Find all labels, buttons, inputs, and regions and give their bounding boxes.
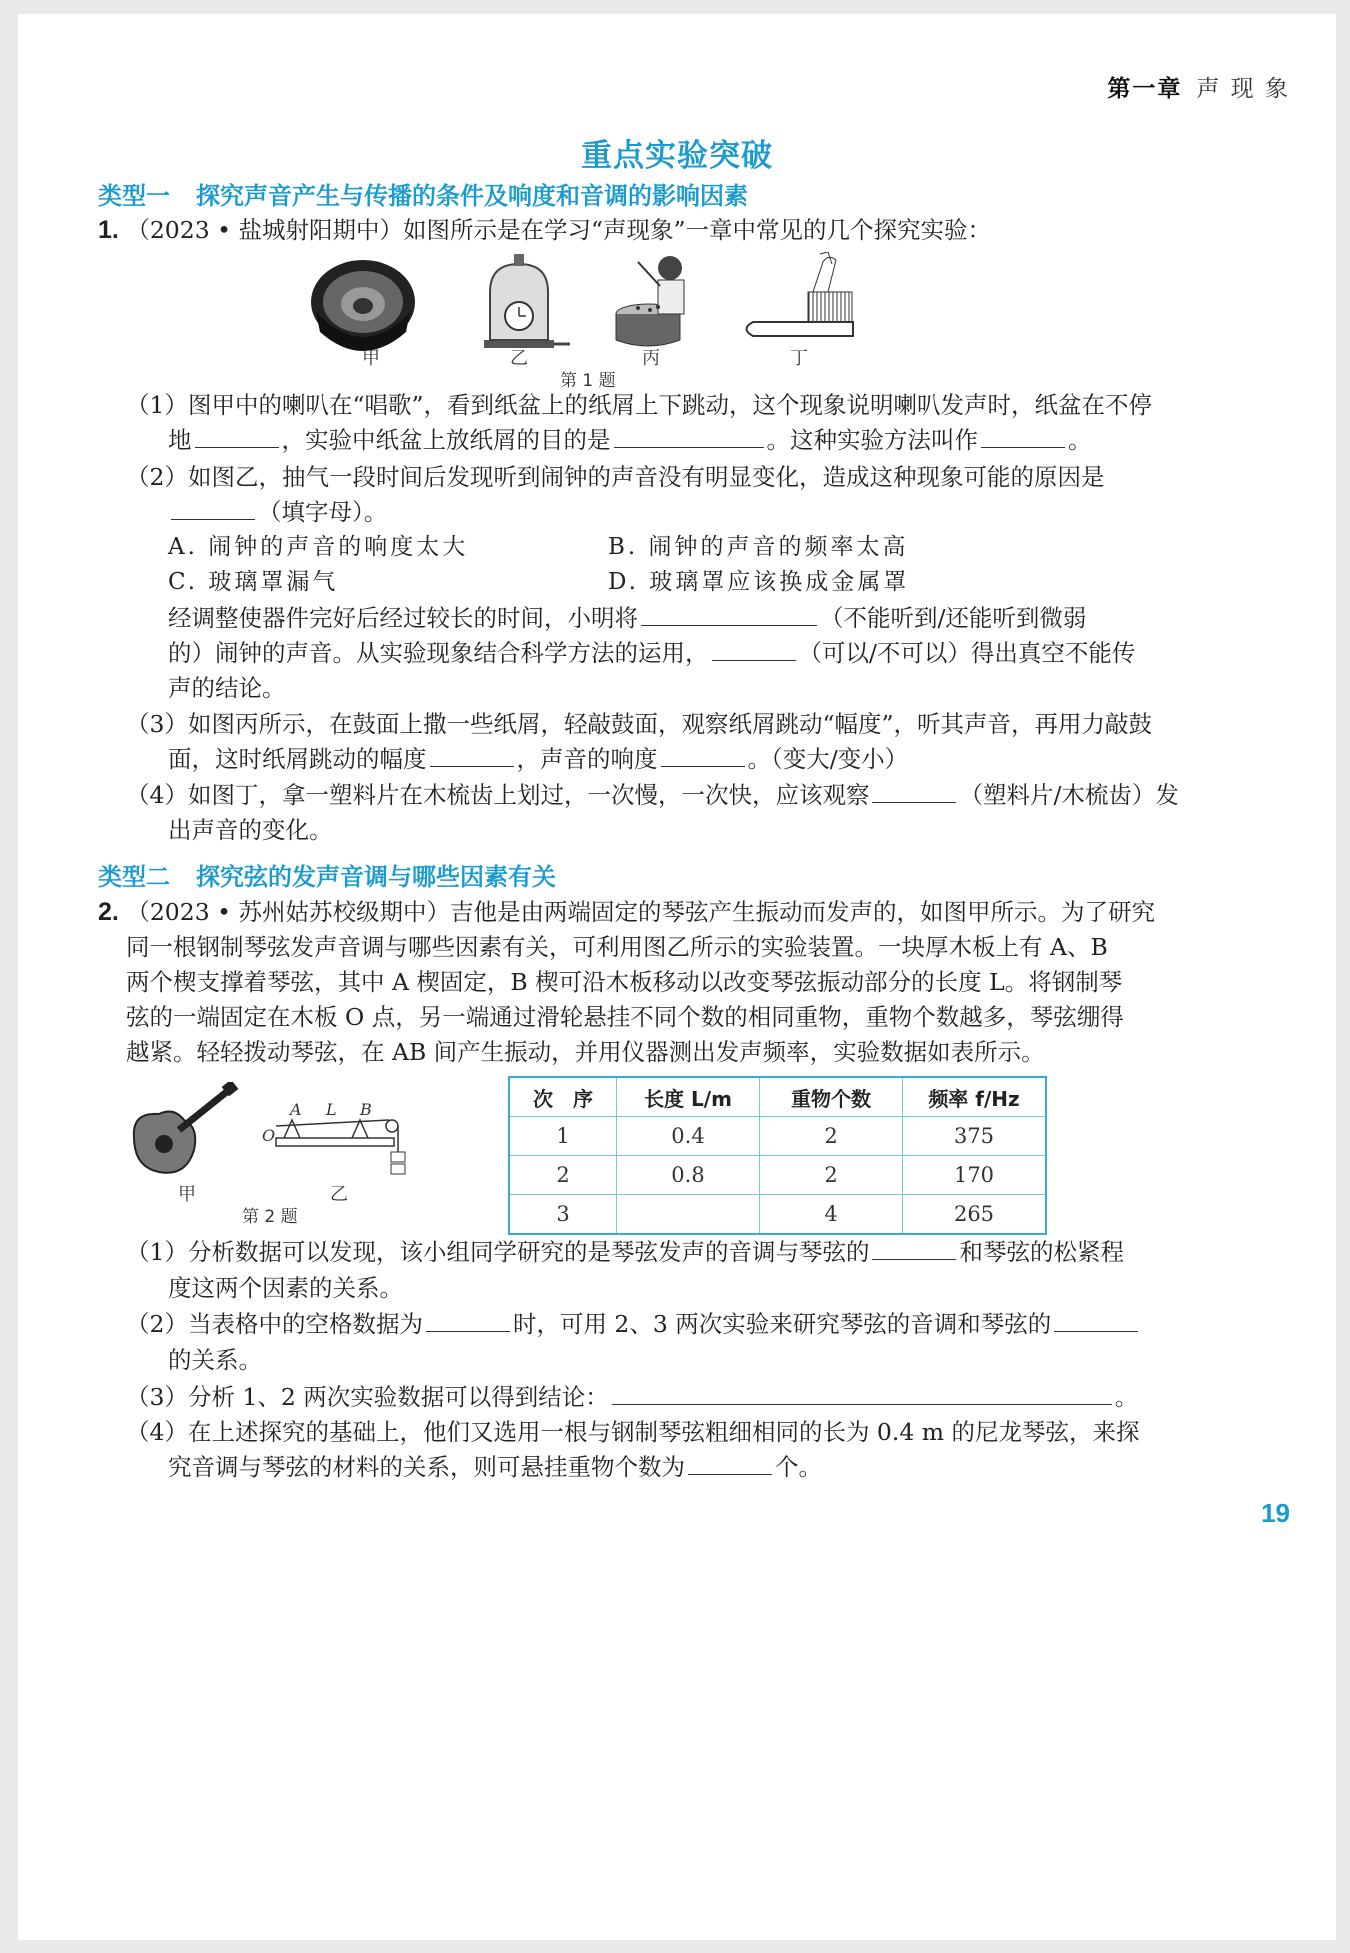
table-header: 频率 f/Hz bbox=[903, 1077, 1047, 1117]
table-cell: 0.4 bbox=[617, 1117, 760, 1156]
table-row bbox=[509, 1195, 1046, 1235]
q1-part2-line1: （2）如图乙，抽气一段时间后发现听到闹钟的声音没有明显变化，造成这种现象可能的原因是 bbox=[126, 463, 1105, 491]
q1-part4-line1: （4）如图丁，拿一塑料片在木梳齿上划过，一次慢，一次快，应该观察 （塑料片/木梳齿）发 bbox=[126, 778, 1294, 813]
q2-sub2-line2: 的关系。 bbox=[168, 1346, 262, 1374]
q1-part2-line5: 声的结论。 bbox=[168, 674, 286, 702]
answer-blank[interactable] bbox=[1054, 1307, 1138, 1332]
fig1-label-yi: 乙 bbox=[510, 348, 528, 369]
q2-sub1-line1: （1）分析数据可以发现，该小组同学研究的是琴弦发声的音调与琴弦的 和琴弦的松紧程 bbox=[126, 1235, 1294, 1270]
question-number: 2. bbox=[98, 898, 119, 926]
answer-blank[interactable] bbox=[641, 601, 817, 626]
q1-intro-text: （2023 • 盐城射阳期中）如图所示是在学习“声现象”一章中常见的几个探究实验： bbox=[126, 216, 991, 244]
string-apparatus bbox=[276, 1120, 405, 1174]
fig1-caption: 第 1 题 bbox=[560, 371, 616, 391]
type-label: 类型二 bbox=[98, 863, 170, 891]
q1-part1-line1: （1）图甲中的喇叭在“唱歌”，看到纸盆上的纸屑上下跳动，这个现象说明喇叭发声时，纸盆在不停 bbox=[126, 391, 1152, 419]
fig2-label-l: L bbox=[326, 1100, 337, 1119]
question-number: 1. bbox=[98, 216, 119, 244]
table-row bbox=[509, 1117, 1046, 1156]
q1-part2-line3: 经调整使器件完好后经过较长的时间，小明将 （不能听到/还能听到微弱 bbox=[168, 601, 1294, 636]
fig1-label-jia: 甲 bbox=[362, 348, 380, 369]
table-cell: 2 bbox=[760, 1117, 903, 1156]
table-cell: 4 bbox=[760, 1195, 903, 1235]
fig2-label-o: O bbox=[262, 1126, 276, 1145]
table-cell: 265 bbox=[903, 1195, 1047, 1235]
answer-blank[interactable] bbox=[688, 1450, 772, 1475]
q2-sub4-line2: 究音调与琴弦的材料的关系，则可悬挂重物个数为 个。 bbox=[168, 1450, 1294, 1485]
answer-blank[interactable] bbox=[171, 495, 255, 520]
q1-intro bbox=[98, 213, 1294, 248]
comb-image bbox=[747, 252, 854, 336]
speaker-image bbox=[311, 260, 415, 351]
guitar-image bbox=[134, 1082, 239, 1173]
fig2-label-jia: 甲 bbox=[178, 1184, 196, 1205]
fig2-caption: 第 2 题 bbox=[242, 1207, 298, 1227]
table-cell: 0.8 bbox=[617, 1156, 760, 1195]
q2-sub3-line1: （3）分析 1、2 两次实验数据可以得到结论： 。 bbox=[126, 1380, 1294, 1415]
q2-sub1-line2: 度这两个因素的关系。 bbox=[168, 1274, 403, 1302]
q2-sub4-line1: （4）在上述探究的基础上，他们又选用一根与钢制琴弦粗细相同的长为 0.4 m 的尼龙琴弦，来探 bbox=[126, 1418, 1140, 1446]
fig1-label-bing: 丙 bbox=[642, 348, 660, 369]
option-b: B. 闹钟的声音的频率太高 bbox=[608, 534, 909, 560]
section-type-1 bbox=[98, 176, 774, 211]
chapter-header bbox=[1107, 70, 1290, 103]
answer-blank[interactable] bbox=[612, 1380, 1112, 1405]
q1-part3-line1: （3）如图丙所示，在鼓面上撒一些纸屑，轻敲鼓面，观察纸屑跳动“幅度”，听其声音，再用力敲鼓 bbox=[126, 710, 1152, 738]
fig2-label-b: B bbox=[360, 1100, 372, 1119]
table-header: 次 序 bbox=[509, 1077, 617, 1117]
section-type-2 bbox=[98, 857, 582, 892]
table-cell: 375 bbox=[903, 1117, 1047, 1156]
drum-image bbox=[616, 256, 684, 346]
table-row bbox=[509, 1156, 1046, 1195]
q1-part2-line2: （填字母）。 bbox=[168, 495, 1294, 530]
table-cell: 2 bbox=[509, 1156, 617, 1195]
table-cell: 170 bbox=[903, 1156, 1047, 1195]
bell-jar-image bbox=[484, 254, 570, 348]
table-header: 重物个数 bbox=[760, 1077, 903, 1117]
q2-sub2-line1: （2）当表格中的空格数据为 时，可用 2、3 两次实验来研究琴弦的音调和琴弦的 bbox=[126, 1307, 1294, 1342]
chapter-number: 第一章 bbox=[1107, 76, 1183, 102]
fig2-label-a: A bbox=[290, 1100, 302, 1119]
q2-line5: 越紧。轻轻拨动琴弦，在 AB 间产生振动，并用仪器测出发声频率，实验数据如表所示。 bbox=[126, 1038, 1045, 1066]
table-cell: 1 bbox=[509, 1117, 617, 1156]
answer-blank[interactable] bbox=[661, 742, 745, 767]
option-d: D. 玻璃罩应该换成金属罩 bbox=[608, 569, 910, 595]
table-cell-empty[interactable] bbox=[617, 1195, 760, 1235]
answer-blank[interactable] bbox=[981, 423, 1065, 448]
answer-blank[interactable] bbox=[712, 636, 796, 661]
page-number: 19 bbox=[1261, 1498, 1290, 1528]
option-a: A. 闹钟的声音的响度太大 bbox=[168, 534, 469, 560]
type-label: 类型一 bbox=[98, 182, 170, 210]
q2-line1: 2. （2023 • 苏州姑苏校级期中）吉他是由两端固定的琴弦产生振动而发声的，如图甲所示。为了研究 bbox=[98, 898, 1155, 926]
type-text: 探究弦的发声音调与哪些因素有关 bbox=[196, 863, 556, 891]
q1-part3-line2: 面，这时纸屑跳动的幅度 ，声音的响度 。（变大/变小） bbox=[168, 742, 1294, 777]
table-header: 长度 L/m bbox=[617, 1077, 760, 1117]
answer-blank[interactable] bbox=[430, 742, 514, 767]
fig2-label-yi: 乙 bbox=[330, 1184, 348, 1205]
table-cell: 3 bbox=[509, 1195, 617, 1235]
answer-blank[interactable] bbox=[195, 423, 279, 448]
answer-blank[interactable] bbox=[426, 1307, 510, 1332]
data-table bbox=[508, 1076, 1047, 1235]
answer-blank[interactable] bbox=[614, 423, 764, 448]
fig1-label-ding: 丁 bbox=[790, 348, 808, 369]
type-text: 探究声音产生与传播的条件及响度和音调的影响因素 bbox=[196, 182, 748, 210]
chapter-name: 声 现 象 bbox=[1196, 76, 1290, 102]
q2-line3: 两个楔支撑着琴弦，其中 A 楔固定，B 楔可沿木板移动以改变琴弦振动部分的长度 L。将钢制琴 bbox=[126, 968, 1123, 996]
answer-blank[interactable] bbox=[872, 1235, 956, 1260]
table-header-row bbox=[509, 1077, 1046, 1117]
q2-line2: 同一根钢制琴弦发声音调与哪些因素有关，可利用图乙所示的实验装置。一块厚木板上有 A、B bbox=[126, 933, 1108, 961]
table-cell: 2 bbox=[760, 1156, 903, 1195]
option-c: C. 玻璃罩漏气 bbox=[168, 569, 339, 595]
answer-blank[interactable] bbox=[872, 778, 956, 803]
page bbox=[18, 14, 1336, 1940]
q2-line4: 弦的一端固定在木板 O 点，另一端通过滑轮悬挂不同个数的相同重物，重物个数越多，琴弦绷得 bbox=[126, 1003, 1124, 1031]
q1-part4-line2: 出声音的变化。 bbox=[168, 816, 333, 844]
q1-part1-line2: 地 ，实验中纸盆上放纸屑的目的是 。这种实验方法叫作 。 bbox=[168, 423, 1294, 458]
page-title: 重点实验突破 bbox=[581, 138, 773, 174]
q1-part2-line4: 的）闹钟的声音。从实验现象结合科学方法的运用， （可以/不可以）得出真空不能传 bbox=[168, 636, 1294, 671]
